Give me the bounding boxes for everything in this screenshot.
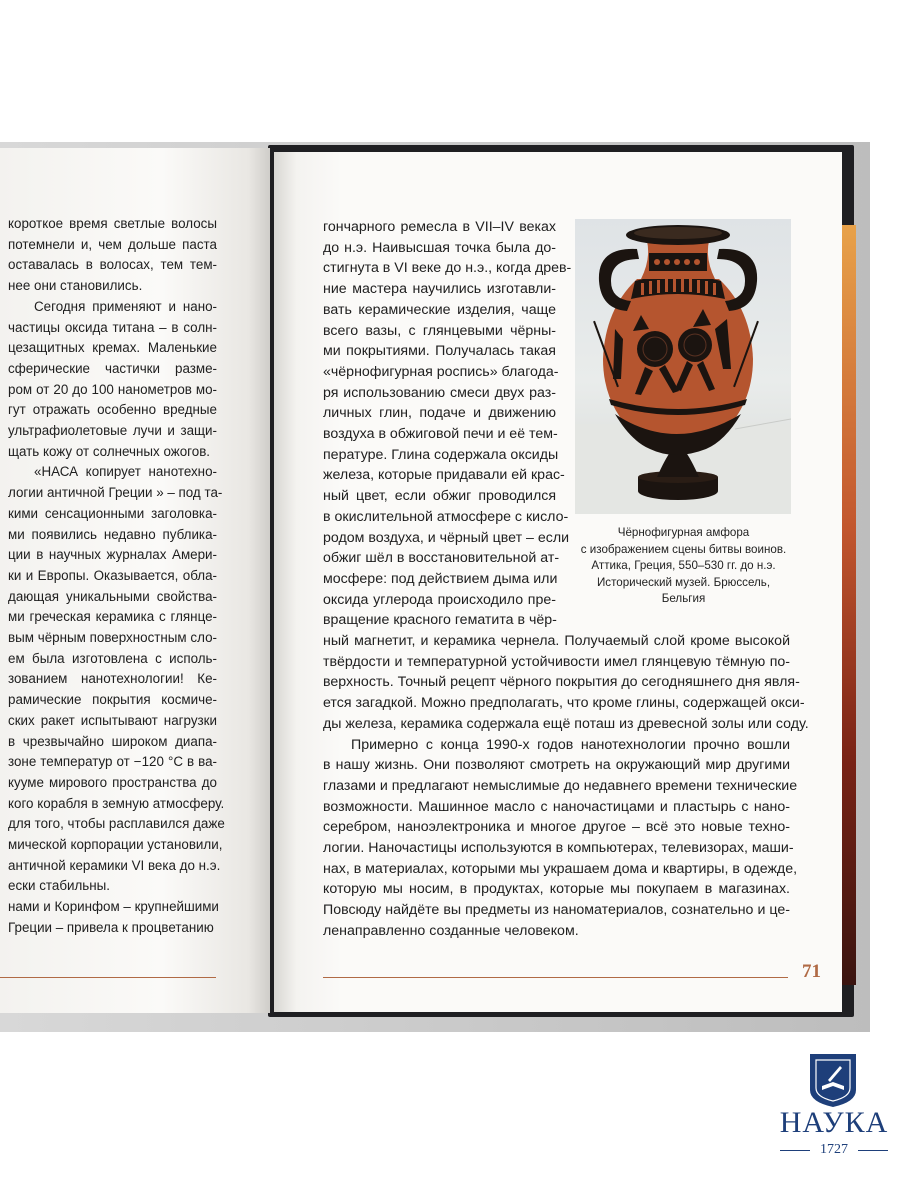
text-line: потемнели и, чем дольше паста: [8, 236, 217, 252]
text-line: «чёрнофигурная роспись» благода-: [323, 363, 559, 380]
text-line: щать кожу от солнечных ожогов.: [8, 443, 211, 459]
text-line: ем была изготовлена с исполь-: [8, 650, 217, 666]
text-line: для того, чтобы расплавился даже: [8, 816, 225, 832]
text-line: античной керамики VI века до н.э.: [8, 857, 221, 873]
text-line: нах, в материалах, которыми мы украшаем дома и квартиры, в одежде,: [323, 860, 798, 877]
caption-line: Исторический музей. Брюссель,: [596, 575, 771, 589]
text-line: верхность. Точный рецепт чёрного покрытия до сегодняшнего дня явля-: [323, 674, 800, 691]
text-line: ды железа, керамика содержала ещё поташ из древесной золы или соду.: [323, 715, 809, 732]
text-line: Греции – привела к процветанию: [8, 919, 214, 935]
text-line: оксида углерода происходило пре-: [323, 591, 556, 608]
text-line: Примерно с конца 1990-х годов нанотехнологии прочно вошли: [351, 736, 790, 753]
left-page-rule: [0, 977, 216, 978]
text-line: мосфере: под действием дыма или: [323, 570, 558, 587]
text-line: твёрдости и температурной устойчивости имел глянцевую тёмную по-: [323, 653, 790, 670]
text-line: нее они становились.: [8, 278, 143, 294]
text-line: ми греческая керамика с глянце-: [8, 609, 217, 625]
text-line: личных глин, подаче и движению: [323, 405, 556, 422]
text-line: железа, которые придавали ей крас-: [323, 467, 565, 484]
text-line: логии античной Греции » – под та-: [8, 485, 223, 501]
text-line: ески стабильны.: [8, 878, 111, 894]
text-line: вым чёрным поверхностным сло-: [8, 630, 217, 645]
text-line: гут отражать особенно вредные: [8, 402, 217, 418]
text-line: обжиг шёл в восстановительной ат-: [323, 550, 560, 567]
text-line: оставалась в волосах, тем тем-: [8, 257, 217, 273]
text-line: цезащитных кремах. Маленькие: [8, 340, 217, 356]
text-line: ется загадкой. Можно предполагать, что кроме глины, содержащей окси-: [323, 695, 805, 712]
text-line: ние мастера научились изготавли-: [323, 281, 556, 298]
text-line: короткое время светлые волосы: [8, 216, 217, 231]
text-line: дающая уникальными свойства-: [8, 588, 217, 604]
text-line: глазами и предлагают немыслимые до недавнего времени технические: [323, 777, 798, 794]
amphora-photo: [575, 219, 791, 514]
text-line: мической корпорации установили,: [8, 837, 223, 852]
text-line: «НАСА копирует нанотехно-: [34, 464, 217, 480]
text-line: ми появились недавно публика-: [8, 526, 217, 542]
page-number: 71: [802, 961, 821, 982]
text-line: ря использованию смеси двух раз-: [323, 384, 556, 401]
text-line: кууме мирового пространства до: [8, 774, 217, 790]
text-line: серебром, наноэлектроника и многое другое – всё это новые техно-: [323, 819, 790, 836]
publisher-shield-icon: [808, 1052, 858, 1108]
cover-edge-illustration: [842, 225, 856, 985]
amphora-image: [575, 219, 791, 514]
text-line: ми покрытиями. Получалась такая: [323, 343, 556, 360]
text-line: Сегодня применяют и нано-: [34, 298, 217, 314]
text-line: родом воздуха, и чёрный цвет – если: [323, 529, 570, 546]
text-line: зованием нанотехнологии! Ке-: [8, 671, 217, 687]
text-line: возможности. Машинное масло с наночастицами и пластырь с нано-: [323, 798, 790, 815]
text-line: пературе. Глина содержала оксиды: [323, 446, 559, 463]
publisher-name: НАУКА: [779, 1106, 889, 1139]
text-line: в окислительной атмосфере с кисло-: [323, 508, 569, 525]
text-line: логии. Наночастицы используются в компьютерах, телевизорах, маши-: [323, 840, 794, 856]
text-line: кими сенсационными заголовка-: [8, 505, 217, 521]
text-line: стигнута в VI веке до н.э., когда древ-: [323, 260, 572, 277]
text-line: вращение красного гематита в чёр-: [323, 612, 557, 629]
right-page-rule: [323, 977, 788, 978]
text-line: ультрафиолетовые лучи и защи-: [8, 423, 217, 438]
caption-line: Чёрнофигурная амфора: [617, 526, 750, 539]
caption-line: с изображением сцены битвы воинов.: [580, 542, 787, 556]
text-line: воздуха в обжиговой печи и её тем-: [323, 426, 558, 442]
text-line: ный цвет, если обжиг проводился: [323, 488, 556, 505]
text-line: которую мы носим, в продуктах, которые мы покупаем в магазинах.: [323, 881, 790, 898]
text-line: ром от 20 до 100 нанометров мо-: [8, 381, 217, 397]
text-line: всего вазы, с глянцевыми чёрны-: [323, 322, 556, 339]
text-line: зоне температур от −120 °C в ва-: [8, 754, 217, 770]
caption-line: Бельгия: [661, 592, 706, 605]
text-line: нами и Коринфом – крупнейшими: [8, 899, 219, 915]
text-line: сферические частички разме-: [8, 360, 217, 376]
text-line: в чрезвычайно широком диапа-: [8, 733, 217, 749]
text-line: ки и Европы. Оказывается, обла-: [8, 567, 217, 583]
text-line: ции в научных журналах Амери-: [8, 547, 217, 563]
text-line: до н.э. Наивысшая точка была до-: [323, 239, 556, 256]
text-line: ный магнетит, и керамика чернела. Получаемый слой кроме высокой: [323, 633, 790, 649]
caption-line: Аттика, Греция, 550–530 гг. до н.э.: [591, 559, 776, 572]
text-line: Повсюду найдёте вы предметы из наноматериалов, сознательно и це-: [323, 902, 790, 919]
logo-year-line-right: [858, 1150, 888, 1151]
publisher-year: 1727: [820, 1142, 848, 1157]
text-line: частицы оксида титана – в солн-: [8, 319, 217, 335]
text-line: ленаправленно созданные человеком.: [323, 922, 579, 939]
text-line: рамические покрытия космиче-: [8, 692, 217, 708]
text-line: кого корабля в земную атмосферу.: [8, 795, 225, 811]
text-line: ских ракет испытывают нагрузки: [8, 712, 217, 728]
text-line: вать керамические изделия, чаще: [323, 301, 556, 318]
text-line: гончарного ремесла в VII–IV веках: [323, 219, 556, 235]
text-line: в нашу жизнь. Они позволяют смотреть на окружающий мир другими: [323, 757, 790, 774]
